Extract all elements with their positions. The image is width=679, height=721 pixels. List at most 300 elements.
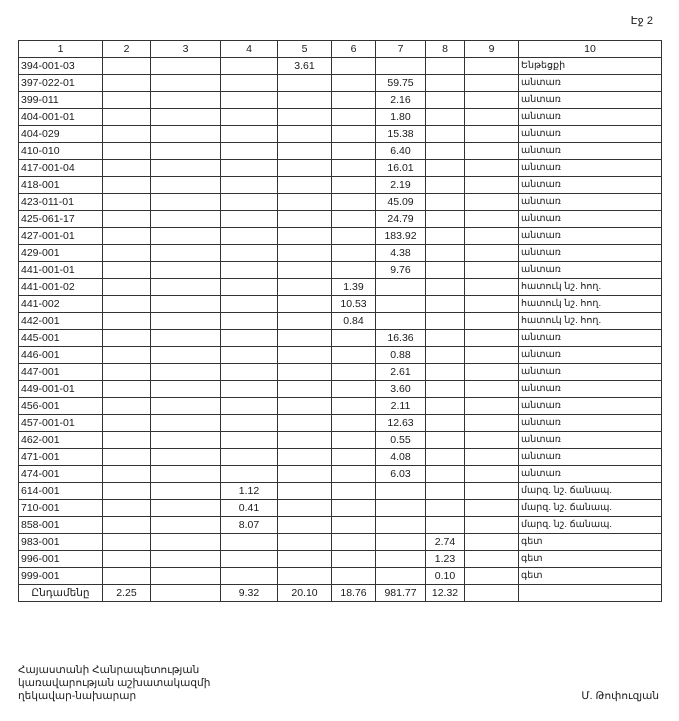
parcel-code-cell: 441-001-01 (19, 262, 103, 279)
area-cell (332, 551, 376, 568)
table-row (19, 568, 662, 585)
area-cell: 183.92 (376, 228, 426, 245)
area-cell (103, 398, 151, 415)
area-cell: 16.36 (376, 330, 426, 347)
land-type-cell: անտառ (519, 126, 662, 143)
land-type-cell: գետ (519, 551, 662, 568)
page-number: Էջ 2 (630, 15, 653, 27)
area-cell (278, 330, 332, 347)
area-cell (278, 551, 332, 568)
parcel-code-cell: 410-010 (19, 143, 103, 160)
area-cell (332, 160, 376, 177)
area-cell (103, 466, 151, 483)
signatory-name: Մ. Թոփուզյան (581, 690, 659, 702)
total-cell: 981.77 (376, 585, 426, 602)
area-cell (426, 364, 465, 381)
area-cell (465, 483, 519, 500)
area-cell (465, 381, 519, 398)
area-cell (103, 517, 151, 534)
land-type-cell: մարզ. նշ. ճանապ. (519, 500, 662, 517)
table-row (19, 330, 662, 347)
table-row (19, 160, 662, 177)
area-cell (332, 466, 376, 483)
table-row (19, 143, 662, 160)
area-cell (278, 466, 332, 483)
area-cell: 4.38 (376, 245, 426, 262)
area-cell (332, 500, 376, 517)
area-cell (332, 534, 376, 551)
area-cell (151, 92, 221, 109)
land-type-cell: անտառ (519, 364, 662, 381)
area-cell (151, 279, 221, 296)
land-type-cell: անտառ (519, 466, 662, 483)
column-header: 3 (151, 41, 221, 58)
table-row (19, 364, 662, 381)
area-cell: 16.01 (376, 160, 426, 177)
area-cell: 0.88 (376, 347, 426, 364)
area-cell (103, 432, 151, 449)
area-cell (221, 245, 278, 262)
area-cell (103, 483, 151, 500)
table-row (19, 194, 662, 211)
area-cell (278, 262, 332, 279)
land-type-cell: անտառ (519, 194, 662, 211)
column-header: 9 (465, 41, 519, 58)
land-ledger-table (18, 40, 662, 602)
table-row (19, 449, 662, 466)
area-cell: 24.79 (376, 211, 426, 228)
area-cell: 3.60 (376, 381, 426, 398)
area-cell (151, 75, 221, 92)
area-cell (465, 415, 519, 432)
area-cell (278, 75, 332, 92)
area-cell (151, 364, 221, 381)
area-cell (151, 483, 221, 500)
area-cell (221, 551, 278, 568)
area-cell (278, 211, 332, 228)
area-cell (332, 381, 376, 398)
area-cell (221, 109, 278, 126)
land-type-cell: անտառ (519, 228, 662, 245)
area-cell (278, 364, 332, 381)
area-cell (151, 211, 221, 228)
area-cell: 10.53 (332, 296, 376, 313)
area-cell (465, 466, 519, 483)
area-cell (151, 126, 221, 143)
area-cell (103, 500, 151, 517)
area-cell (465, 432, 519, 449)
land-type-cell: Ենթեցքի (519, 58, 662, 75)
signatory-line: ղեկավար-նախարար (18, 690, 137, 702)
area-cell (221, 75, 278, 92)
area-cell (151, 500, 221, 517)
table-row (19, 517, 662, 534)
area-cell (151, 245, 221, 262)
land-type-cell: անտառ (519, 262, 662, 279)
parcel-code-cell: 449-001-01 (19, 381, 103, 398)
parcel-code-cell: 429-001 (19, 245, 103, 262)
area-cell (103, 194, 151, 211)
area-cell (103, 177, 151, 194)
area-cell (376, 551, 426, 568)
land-type-cell: գետ (519, 534, 662, 551)
area-cell (332, 194, 376, 211)
area-cell (151, 58, 221, 75)
area-cell (426, 92, 465, 109)
area-cell (151, 568, 221, 585)
area-cell (332, 92, 376, 109)
land-type-cell: անտառ (519, 160, 662, 177)
area-cell: 12.63 (376, 415, 426, 432)
column-header: 2 (103, 41, 151, 58)
area-cell (278, 483, 332, 500)
area-cell (426, 75, 465, 92)
column-header: 8 (426, 41, 465, 58)
area-cell: 2.19 (376, 177, 426, 194)
land-type-cell: անտառ (519, 245, 662, 262)
table-row (19, 92, 662, 109)
area-cell (103, 449, 151, 466)
area-cell (103, 330, 151, 347)
area-cell (376, 534, 426, 551)
parcel-code-cell: 442-001 (19, 313, 103, 330)
area-cell (426, 194, 465, 211)
area-cell (426, 415, 465, 432)
area-cell (332, 415, 376, 432)
area-cell (332, 517, 376, 534)
area-cell (151, 143, 221, 160)
area-cell (278, 449, 332, 466)
area-cell (426, 466, 465, 483)
area-cell (103, 75, 151, 92)
area-cell (151, 551, 221, 568)
area-cell (278, 500, 332, 517)
land-type-cell: մարզ. նշ. ճանապ. (519, 483, 662, 500)
area-cell (426, 211, 465, 228)
area-cell (332, 398, 376, 415)
area-cell (221, 194, 278, 211)
parcel-code-cell: 710-001 (19, 500, 103, 517)
parcel-code-cell: 456-001 (19, 398, 103, 415)
area-cell (103, 245, 151, 262)
area-cell (332, 568, 376, 585)
area-cell (278, 160, 332, 177)
area-cell (278, 143, 332, 160)
total-cell: 2.25 (103, 585, 151, 602)
column-header: 5 (278, 41, 332, 58)
area-cell (332, 364, 376, 381)
table-row (19, 398, 662, 415)
total-cell: 20.10 (278, 585, 332, 602)
land-type-cell: անտառ (519, 330, 662, 347)
area-cell (426, 262, 465, 279)
parcel-code-cell: 445-001 (19, 330, 103, 347)
area-cell (465, 245, 519, 262)
area-cell (221, 262, 278, 279)
total-label: Ընդամենը (19, 585, 103, 602)
signatory-title (18, 664, 210, 703)
area-cell (465, 58, 519, 75)
area-cell: 0.55 (376, 432, 426, 449)
area-cell (465, 500, 519, 517)
area-cell (426, 500, 465, 517)
area-cell (332, 228, 376, 245)
total-cell (519, 585, 662, 602)
area-cell (376, 500, 426, 517)
area-cell (465, 330, 519, 347)
area-cell (332, 143, 376, 160)
area-cell (426, 517, 465, 534)
area-cell (221, 330, 278, 347)
area-cell (465, 211, 519, 228)
area-cell (376, 483, 426, 500)
area-cell (151, 194, 221, 211)
area-cell (151, 415, 221, 432)
area-cell (332, 75, 376, 92)
parcel-code-cell: 423-011-01 (19, 194, 103, 211)
area-cell (465, 568, 519, 585)
area-cell (103, 415, 151, 432)
signatory-line: Հայաստանի Հանրապետության (18, 664, 200, 676)
parcel-code-cell: 471-001 (19, 449, 103, 466)
area-cell (221, 228, 278, 245)
total-cell: 18.76 (332, 585, 376, 602)
land-type-cell: անտառ (519, 432, 662, 449)
area-cell (332, 483, 376, 500)
area-cell: 8.07 (221, 517, 278, 534)
table-row (19, 551, 662, 568)
table-row (19, 483, 662, 500)
area-cell (151, 347, 221, 364)
table-row (19, 466, 662, 483)
parcel-code-cell: 441-002 (19, 296, 103, 313)
area-cell (332, 58, 376, 75)
area-cell (278, 415, 332, 432)
area-cell (151, 330, 221, 347)
table-row (19, 296, 662, 313)
area-cell (465, 75, 519, 92)
area-cell (465, 109, 519, 126)
land-type-cell: հատուկ նշ. հող. (519, 296, 662, 313)
table-row (19, 177, 662, 194)
area-cell (221, 177, 278, 194)
area-cell (221, 364, 278, 381)
area-cell (221, 381, 278, 398)
area-cell (376, 517, 426, 534)
area-cell (426, 483, 465, 500)
area-cell: 0.10 (426, 568, 465, 585)
parcel-code-cell: 996-001 (19, 551, 103, 568)
area-cell (103, 364, 151, 381)
area-cell: 4.08 (376, 449, 426, 466)
area-cell: 2.16 (376, 92, 426, 109)
area-cell (278, 228, 332, 245)
area-cell (465, 262, 519, 279)
area-cell (465, 364, 519, 381)
table-row (19, 415, 662, 432)
area-cell: 2.74 (426, 534, 465, 551)
table-row (19, 500, 662, 517)
area-cell (221, 568, 278, 585)
area-cell (465, 177, 519, 194)
table-row (19, 279, 662, 296)
area-cell (151, 466, 221, 483)
land-type-cell: անտառ (519, 109, 662, 126)
area-cell (103, 58, 151, 75)
land-type-cell: անտառ (519, 75, 662, 92)
area-cell (426, 245, 465, 262)
table-row (19, 347, 662, 364)
area-cell (426, 228, 465, 245)
parcel-code-cell: 399-011 (19, 92, 103, 109)
area-cell: 1.80 (376, 109, 426, 126)
area-cell (332, 262, 376, 279)
area-cell (151, 262, 221, 279)
area-cell (151, 381, 221, 398)
area-cell (278, 245, 332, 262)
area-cell (221, 398, 278, 415)
area-cell: 59.75 (376, 75, 426, 92)
area-cell (103, 279, 151, 296)
land-type-cell: անտառ (519, 449, 662, 466)
area-cell (426, 126, 465, 143)
area-cell (426, 109, 465, 126)
area-cell (221, 313, 278, 330)
area-cell (103, 228, 151, 245)
area-cell (278, 194, 332, 211)
parcel-code-cell: 999-001 (19, 568, 103, 585)
area-cell (426, 58, 465, 75)
parcel-code-cell: 858-001 (19, 517, 103, 534)
area-cell (426, 432, 465, 449)
area-cell (103, 160, 151, 177)
land-type-cell: անտառ (519, 143, 662, 160)
area-cell (332, 449, 376, 466)
area-cell (103, 347, 151, 364)
column-header: 10 (519, 41, 662, 58)
total-cell: 9.32 (221, 585, 278, 602)
column-header: 6 (332, 41, 376, 58)
area-cell (278, 534, 332, 551)
area-cell (221, 126, 278, 143)
land-type-cell: անտառ (519, 381, 662, 398)
area-cell (465, 296, 519, 313)
area-cell (376, 58, 426, 75)
table-row (19, 228, 662, 245)
area-cell (426, 330, 465, 347)
area-cell (103, 313, 151, 330)
area-cell (278, 432, 332, 449)
area-cell (221, 58, 278, 75)
area-cell: 6.03 (376, 466, 426, 483)
area-cell (221, 160, 278, 177)
parcel-code-cell: 397-022-01 (19, 75, 103, 92)
area-cell (332, 177, 376, 194)
area-cell (465, 551, 519, 568)
parcel-code-cell: 474-001 (19, 466, 103, 483)
area-cell (103, 296, 151, 313)
area-cell (332, 126, 376, 143)
table-row (19, 211, 662, 228)
area-cell (465, 92, 519, 109)
area-cell (465, 143, 519, 160)
area-cell (426, 449, 465, 466)
area-cell (221, 143, 278, 160)
area-cell (465, 279, 519, 296)
land-type-cell: անտառ (519, 398, 662, 415)
parcel-code-cell: 447-001 (19, 364, 103, 381)
area-cell (278, 92, 332, 109)
land-type-cell: անտառ (519, 347, 662, 364)
area-cell (426, 398, 465, 415)
land-type-cell: անտառ (519, 177, 662, 194)
area-cell: 1.23 (426, 551, 465, 568)
area-cell (278, 313, 332, 330)
parcel-code-cell: 462-001 (19, 432, 103, 449)
parcel-code-cell: 427-001-01 (19, 228, 103, 245)
area-cell (221, 466, 278, 483)
area-cell (332, 245, 376, 262)
area-cell (426, 143, 465, 160)
area-cell (103, 126, 151, 143)
column-header: 1 (19, 41, 103, 58)
land-type-cell: մարզ. նշ. ճանապ. (519, 517, 662, 534)
area-cell (426, 347, 465, 364)
area-cell (221, 534, 278, 551)
area-cell (465, 398, 519, 415)
area-cell (465, 313, 519, 330)
land-type-cell: հատուկ նշ. հող. (519, 279, 662, 296)
parcel-code-cell: 446-001 (19, 347, 103, 364)
area-cell (221, 347, 278, 364)
area-cell (332, 347, 376, 364)
parcel-code-cell: 457-001-01 (19, 415, 103, 432)
area-cell (465, 228, 519, 245)
area-cell (221, 92, 278, 109)
area-cell (221, 415, 278, 432)
total-cell (151, 585, 221, 602)
parcel-code-cell: 614-001 (19, 483, 103, 500)
area-cell (426, 296, 465, 313)
area-cell (103, 143, 151, 160)
area-cell (103, 568, 151, 585)
area-cell (151, 313, 221, 330)
parcel-code-cell: 417-001-04 (19, 160, 103, 177)
area-cell (426, 313, 465, 330)
table-row (19, 75, 662, 92)
land-type-cell: անտառ (519, 92, 662, 109)
area-cell: 15.38 (376, 126, 426, 143)
table-row (19, 432, 662, 449)
area-cell (426, 381, 465, 398)
table-row (19, 381, 662, 398)
area-cell (465, 347, 519, 364)
area-cell (103, 534, 151, 551)
table-row (19, 126, 662, 143)
table-row (19, 109, 662, 126)
area-cell: 0.41 (221, 500, 278, 517)
area-cell (465, 160, 519, 177)
parcel-code-cell: 425-061-17 (19, 211, 103, 228)
area-cell (221, 449, 278, 466)
area-cell: 2.61 (376, 364, 426, 381)
area-cell (278, 398, 332, 415)
area-cell (103, 551, 151, 568)
area-cell (151, 517, 221, 534)
area-cell (426, 160, 465, 177)
table-row (19, 58, 662, 75)
table-header-row (19, 41, 662, 58)
